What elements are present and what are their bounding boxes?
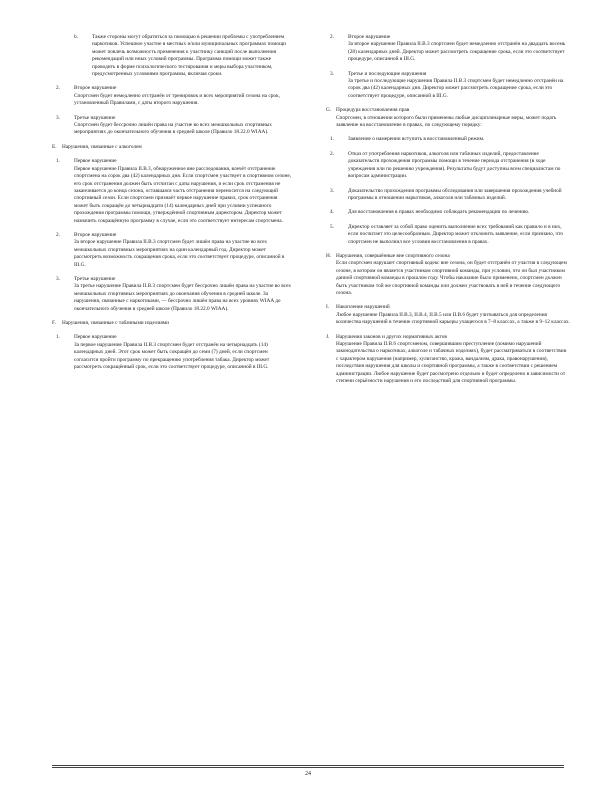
section-marker: 3. bbox=[330, 70, 334, 77]
section-text: Доказательство прохождения программы обследования или завершения прохождения учебной программы в отношении наркотиков, алкоголя или табачных изделий. bbox=[348, 187, 562, 201]
section-marker: 3. bbox=[330, 187, 334, 194]
section-text: Нарушения, совершённые вне спортивного сезона Если спортсмен нарушает спортивный кодекс вне сезона, он будет отстранён от участия в следующем сезоне, в котором он является участником спортивной команды, при условии, что он был участником данной спортивной команды в прошлом году. Чтобы наказание было применено, спортсмен должен быть участником той же спортивной команды или должен участвовать в ней в течение следующего сезона. bbox=[336, 252, 567, 296]
section-text: Накопление нарушений Любое нарушение Правила II.B.3, II.B.4, II.B.5 или II.B.6 будет учитываться для определения количества нарушений в течение спортивной карьеры учащегося в 7–8 классах, а также в 9–12 классах. bbox=[336, 304, 570, 326]
section-marker: 1. bbox=[56, 158, 60, 165]
section-marker: 1. bbox=[330, 136, 334, 143]
section-text: Директор оставляет за собой право оценить выполнение всех требований как правило и в них, если посчитает это целесообразным. Директор может отклонить заявление, если признано, что спортсмен не выполнил все условия восстановления в правах. bbox=[348, 223, 563, 245]
section-text: Нарушения, связанные с табачными изделиями bbox=[62, 320, 169, 326]
document-section bbox=[326, 334, 570, 386]
section-marker: 1. bbox=[56, 334, 60, 341]
document-section bbox=[56, 276, 292, 313]
document-section bbox=[330, 209, 570, 216]
document-section bbox=[326, 304, 570, 326]
document-section bbox=[330, 136, 570, 143]
document-section bbox=[56, 115, 292, 137]
document-section bbox=[330, 224, 570, 246]
section-text: Нарушения законов и других нормативных актов Нарушение Правила II.B.6 спортсменом, совершившим преступление (помимо нарушений законодательства о наркотиках, алкоголе и табачных изделиях), будет рассматриваться в соответствии с характером нарушения (например, хулиганство, кража, вандализм, драка, правонарушения), последствия нарушения для школы и спортивной программы, а также в соответствии с решением администрации. Любое нарушение будет рассмотрено отдельно и будет определено в зависимости от степени серьёзности нарушения и его последствий для спортивной программы. bbox=[336, 333, 567, 385]
section-marker: G. bbox=[326, 107, 332, 114]
footer-rule-double bbox=[52, 767, 564, 768]
document-section bbox=[56, 334, 292, 371]
section-marker: F. bbox=[52, 320, 56, 326]
document-section bbox=[330, 151, 570, 181]
section-marker: 2. bbox=[56, 231, 60, 238]
section-marker: b. bbox=[74, 34, 78, 40]
document-section bbox=[330, 34, 570, 64]
section-marker: I. bbox=[326, 304, 330, 311]
section-text: Заявление о намерении вступить в восстановленный режим. bbox=[348, 136, 485, 143]
document-section bbox=[330, 71, 570, 101]
document-section bbox=[326, 253, 570, 297]
section-text: Первое нарушение За первое нарушение Правила II.B.3 спортсмен будет отстранён на четырнадцать (14) календарных дней. Этот срок может быть сокращён до семи (7) дней, если спортсмен согласится пройти программу по прекращению употребления табака. Директор может рассмотреть сокращённый срок, если это соответствует процедуре, описанной в III.G. bbox=[74, 334, 270, 371]
section-text: Второе нарушение За второе нарушение Правила II.B.3 спортсмен будет лишён права на участие во всех межшкольных спортивных мероприятиях на один календарный год. Директор может рассмотреть возможность сокращения срока, если это соответствует процедуре, описанной в III.G. bbox=[74, 231, 285, 268]
section-text: Отказ от употребления наркотиков, алкоголя или табачных изделий, предоставление доказательств прохождения программы помощи в течение периода отстранения (в ходе учреждения или по решению учреждения). Результаты будут доступны всем специалистам по вопросам администрации. bbox=[348, 150, 561, 180]
section-text: Процедура восстановления прав Спортсмен, в отношении которого были применены любые дисциплинарные меры, может подать заявление на восстановление в правах, по следующему порядку: bbox=[336, 107, 557, 129]
section-marker: 2. bbox=[330, 150, 334, 157]
section-text: Третье нарушение За третье нарушение Правила II.B.3 спортсмен будет бессрочно лишён права на участие во всех межшкольных спортивных мероприятиях до окончания обучения в средней школе. За нарушения, связанные с наркотиками, — бессрочно лишён права на всех уровнях WIAA до окончательного обучения в средней школе (Правило 18.22.0 WIAA). bbox=[74, 275, 292, 312]
section-text: Второе нарушение Спортсмен будет немедленно отстранён от тренировок и всех мероприятий сезона на срок, установленный Правилами, с даты второго нарушения. bbox=[74, 85, 280, 107]
section-text: Третье и последующие нарушения За третье и последующие нарушения Правила II.B.3 спортсмен будет немедленно отстранён на сорок два (42) календарных дня. Директор может рассмотреть сокращение срока, если это соответствует процедуре, описанной в III.G. bbox=[348, 70, 564, 99]
section-text: Также стороны могут обратиться за помощью в решении проблемы с употреблением наркотиков. Успешное участие в местных и/или муниципальных программах помощи может повлечь возможность применения к участнику санкций после выполнения рекомендаций или иных условий программы. Программа помощи может также проводить в форме психологического тестирования и меры выбора участником, предусмотренных условиями программы, включая сроки. bbox=[92, 34, 286, 78]
document-section bbox=[56, 158, 292, 225]
document-section bbox=[56, 85, 292, 107]
document-section bbox=[326, 107, 570, 129]
document-section bbox=[74, 34, 292, 78]
section-marker: 2. bbox=[56, 85, 60, 92]
section-text: Для восстановления в правах необходимо соблюдать рекомендации по лечению. bbox=[348, 209, 530, 216]
document-section bbox=[52, 144, 292, 151]
document-section bbox=[330, 188, 570, 203]
section-marker: 5. bbox=[330, 223, 334, 230]
section-marker: H. bbox=[326, 252, 332, 259]
section-marker: 2. bbox=[330, 34, 334, 40]
section-marker: J. bbox=[326, 333, 330, 340]
footer-rule bbox=[52, 765, 564, 766]
section-text: Третье нарушение Спортсмен будет бессрочно лишён права на участие во всех межшкольных спортивных мероприятиях до окончательного обучения в средней школе (Правило 18.22.0 WIAA). bbox=[74, 114, 272, 136]
section-text: Первое нарушение Первое нарушение Правила II.B.3, обнаруженное вне расследования, влечёт отстранение спортсмена на сорок два (42) календарных дня. Если спортсмен участвует в спортивном сезоне, его срок отстранения должен быть отсчитан с даты нарушения, и если срок отстранения не заканчивается до конца сезона, оставшаяся часть отстранения переносится на следующий спортивный сезон. Если спортсмен признаёт первое нарушение правил, срок отстранения может быть сокращён до четырнадцати (14) календарных дней при условии успешного прохождения программы помощи, утверждённой спортивным директором. Директор может назначить сокращённую программу в случае, если это соответствует интересам спортсмена. bbox=[74, 158, 292, 224]
right-column bbox=[326, 34, 570, 392]
section-text: Второе нарушение За второе нарушение Правила II.B.3 спортсмен будет немедленно отстранён на двадцать восемь (28) календарных дней. Директор может рассмотреть сокращение срока, если это соответствует процедуре, описанной в III.G. bbox=[348, 34, 566, 63]
section-marker: 3. bbox=[56, 114, 60, 121]
section-text: Нарушения, связанные с алкоголем bbox=[62, 143, 142, 150]
left-column bbox=[52, 34, 292, 378]
section-marker: 4. bbox=[330, 209, 334, 216]
document-section bbox=[52, 320, 292, 327]
section-marker: E. bbox=[52, 143, 57, 150]
document-section bbox=[56, 232, 292, 269]
page-number: 24 bbox=[305, 771, 311, 777]
section-marker: 3. bbox=[56, 275, 60, 282]
